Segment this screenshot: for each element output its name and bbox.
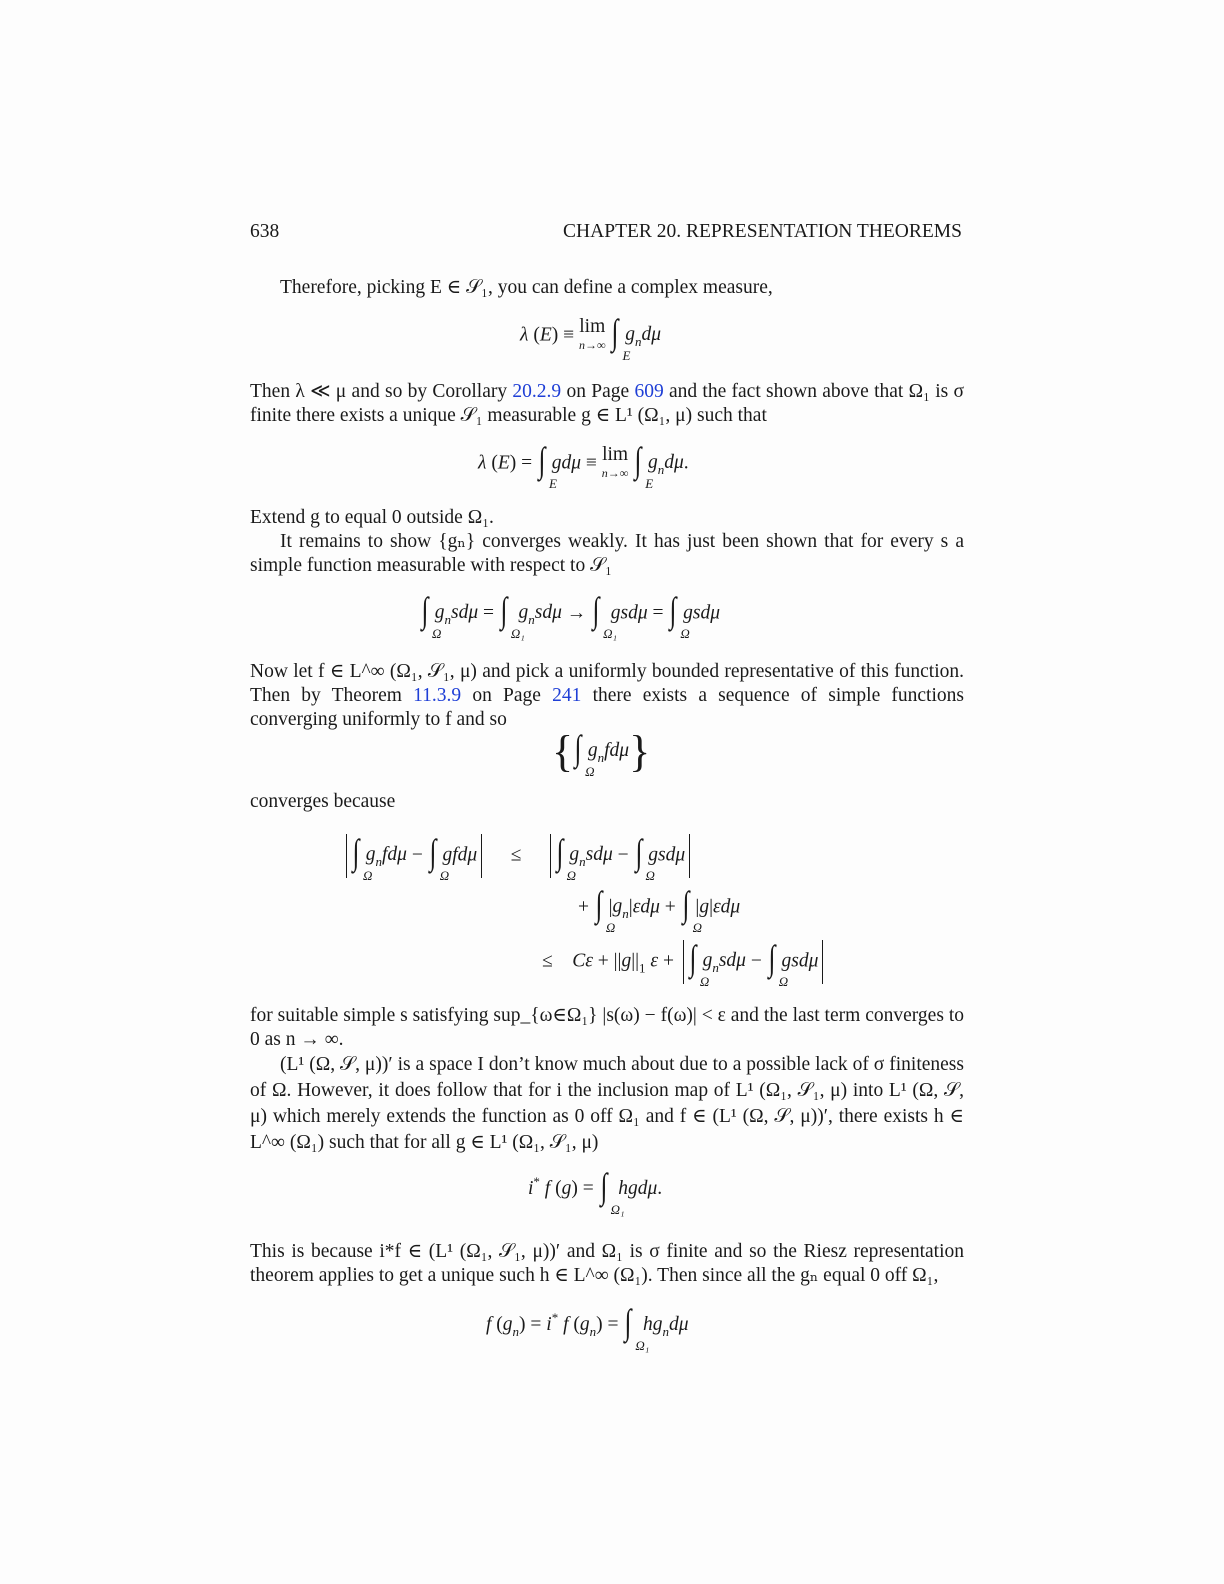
equation-lambda-g: λ (E) = ∫ E gdμ ≡ lim n→∞ ∫ E $g_nd\mu$. bbox=[478, 440, 689, 491]
chapter-title: CHAPTER 20. REPRESENTATION THEOREMS bbox=[563, 221, 962, 242]
paragraph: Now let f ∈ L^∞ (Ω₁, 𝒮₁, μ) and pick a uniformly bounded representative of this function. Then by Theorem 11.3.9 on Page 241 there exists a sequence of simple functions converging uniformly to f and so bbox=[250, 661, 964, 730]
equation-lambda-def: λ (E) ≡ lim n→∞ ∫ E $g_nd\mu$ bbox=[520, 312, 661, 363]
page-link[interactable]: 241 bbox=[552, 685, 582, 706]
paragraph: (L¹ (Ω, 𝒮, μ))′ is a space I don’t know much about due to a possible lack of σ finiteness of Ω. However, it does follow that for i the inclusion map of L¹ (Ω₁, 𝒮₁, μ) into L¹ (Ω, 𝒮, μ) which merely extends the function as 0 off Ω₁ and f ∈ (L¹ (Ω, 𝒮, μ))′, there exists h ∈ L^∞ (Ω₁) such that for all g ∈ L¹ (Ω₁, 𝒮₁, μ) bbox=[250, 1054, 964, 1153]
equation-fgn: f $(g_n) = i^*$ f $(g_n)$ = ∫ Ω₁ $hg_nd\mu$ bbox=[486, 1301, 689, 1353]
page-number: 638 bbox=[250, 221, 280, 242]
paragraph: for suitable simple s satisfying sup_{ω∈Ω₁} |s(ω) − f(ω)| < ε and the last term converges to 0 as n → ∞. bbox=[250, 1005, 964, 1050]
page-link[interactable]: 609 bbox=[634, 381, 664, 402]
paragraph: converges because bbox=[250, 791, 396, 812]
corollary-link[interactable]: 20.2.9 bbox=[512, 381, 562, 402]
equation-estimate-line2: + ∫ Ω $|g_n|\varepsilon d\mu$ + ∫ Ω |g|εdμ bbox=[578, 884, 741, 935]
equation-estimate-line3: ≤ $C\varepsilon + ||g||_1$ ε + ∫ Ω $g_nsd\mu$ − ∫ Ω gsdμ bbox=[542, 940, 827, 984]
paragraph: It remains to show {gₙ} converges weakly. It has just been shown that for every s a simple function measurable with respect to 𝒮₁ bbox=[250, 531, 964, 576]
equation-convergence: ∫ Ω $g_nsd\mu$ = ∫ Ω₁ $g_nsd\mu$ → ∫ Ω₁ gsdμ = ∫ Ω gsdμ bbox=[421, 590, 721, 641]
theorem-link[interactable]: 11.3.9 bbox=[413, 685, 462, 706]
equation-estimate-line1: ∫ Ω $g_nfd\mu$ − ∫ Ω gfdμ ≤ ∫ Ω $g_nsd\mu$ − ∫ Ω gsdμ bbox=[342, 834, 694, 878]
equation-istar: i* f (g) = ∫ Ω₁ hgdμ. bbox=[528, 1165, 663, 1217]
paragraph: Then λ ≪ μ and so by Corollary 20.2.9 on Page 609 and the fact shown above that Ω₁ is σ finite there exists a unique 𝒮₁ measurable g ∈ L¹ (Ω₁, μ) such that bbox=[250, 381, 964, 426]
paragraph: Therefore, picking E ∈ 𝒮₁, you can define a complex measure, bbox=[280, 277, 773, 298]
paragraph: This is because i*f ∈ (L¹ (Ω₁, 𝒮₁, μ))′ and Ω₁ is σ finite and so the Riesz representation theorem applies to get a unique such h ∈ L^∞ (Ω₁). Then since all the gₙ equal 0 off Ω₁, bbox=[250, 1241, 964, 1286]
equation-set: {∫ Ω $g_nfd\mu$} bbox=[552, 727, 651, 779]
paragraph: Extend g to equal 0 outside Ω₁. bbox=[250, 507, 494, 528]
